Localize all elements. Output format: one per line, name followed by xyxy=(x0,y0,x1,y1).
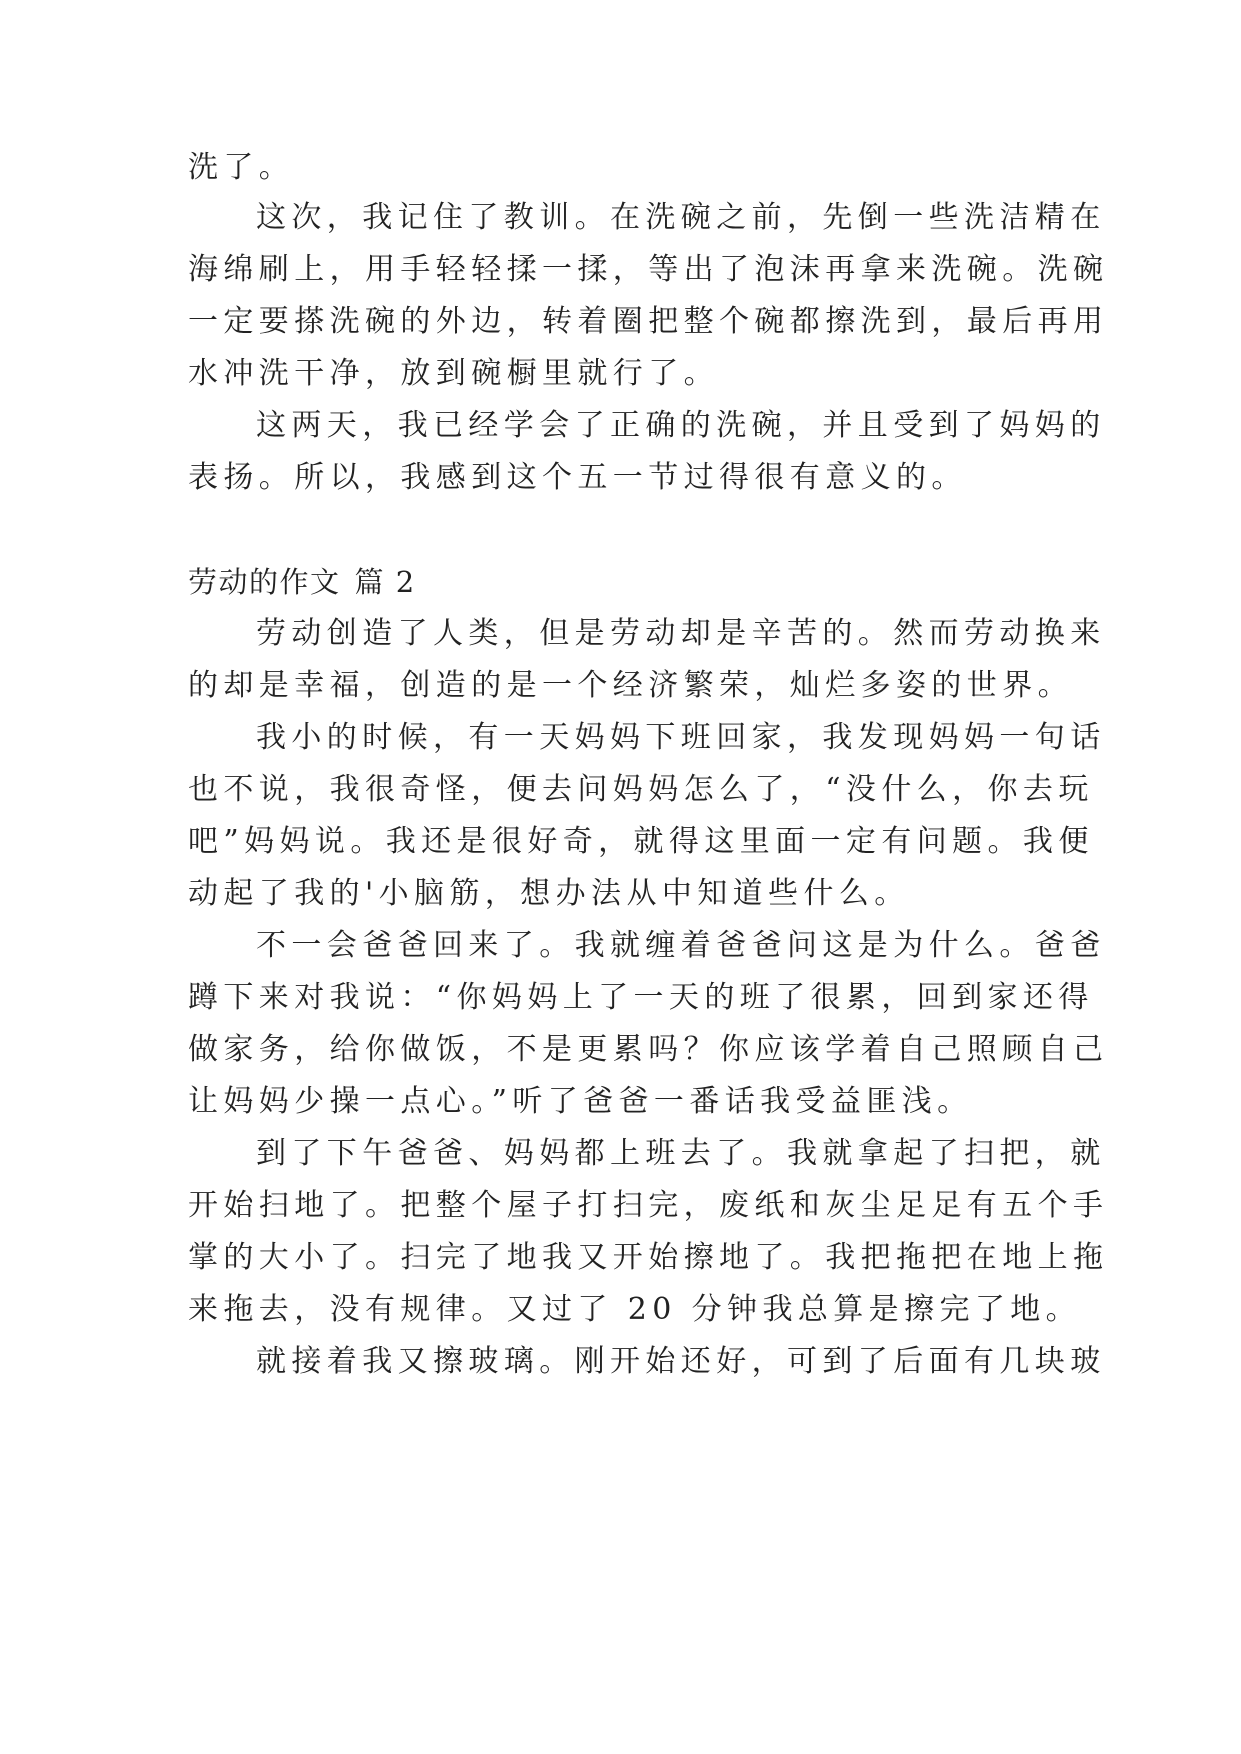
text-line: 开始扫地了。把整个屋子打扫完，废纸和灰尘足足有五个手 xyxy=(188,1188,1109,1223)
section-heading xyxy=(188,562,1068,602)
text-line: 海绵刷上，用手轻轻揉一揉，等出了泡沫再拿来洗碗。洗碗 xyxy=(188,252,1109,287)
paragraph-first-line: 这两天，我已经学会了正确的洗碗，并且受到了妈妈的 xyxy=(256,408,1106,443)
paragraph-first-line: 劳动创造了人类，但是劳动却是辛苦的。然而劳动换来 xyxy=(256,616,1106,651)
text-line: 水冲洗干净，放到碗橱里就行了。 xyxy=(188,356,719,391)
text-line: 掌的大小了。扫完了地我又开始擦地了。我把拖把在地上拖 xyxy=(188,1240,1109,1275)
text-line: 洗了。 xyxy=(188,150,295,185)
text-line: 的却是幸福，创造的是一个经济繁荣，灿烂多姿的世界。 xyxy=(188,668,1073,703)
text-line: 做家务，给你做饭，不是更累吗？你应该学着自己照顾自己 xyxy=(188,1032,1109,1067)
text-line: 让妈妈少操一点心。”听了爸爸一番话我受益匪浅。 xyxy=(188,1084,973,1119)
text-line: 吧”妈妈说。我还是很好奇，就得这里面一定有问题。我便 xyxy=(188,824,1094,859)
paragraph-first-line: 到了下午爸爸、妈妈都上班去了。我就拿起了扫把，就 xyxy=(256,1136,1106,1171)
section-number: 篇 2 xyxy=(354,565,416,599)
paragraph-first-line: 就接着我又擦玻璃。刚开始还好，可到了后面有几块玻 xyxy=(256,1344,1106,1379)
text-line: 表扬。所以，我感到这个五一节过得很有意义的。 xyxy=(188,460,967,495)
text-line: 来拖去，没有规律。又过了 20 分钟我总算是擦完了地。 xyxy=(188,1292,1082,1327)
section-title: 劳动的作文 xyxy=(188,565,341,599)
paragraph-first-line: 这次，我记住了教训。在洗碗之前，先倒一些洗洁精在 xyxy=(256,200,1106,235)
text-line: 一定要搽洗碗的外边，转着圈把整个碗都擦洗到，最后再用 xyxy=(188,304,1109,339)
paragraph-first-line: 我小的时候，有一天妈妈下班回家，我发现妈妈一句话 xyxy=(256,720,1106,755)
paragraph-first-line: 不一会爸爸回来了。我就缠着爸爸问这是为什么。爸爸 xyxy=(256,928,1106,963)
text-line: 蹲下来对我说：“你妈妈上了一天的班了很累，回到家还得 xyxy=(188,980,1094,1015)
text-line: 也不说，我很奇怪，便去问妈妈怎么了，“没什么，你去玩 xyxy=(188,772,1094,807)
text-line: 动起了我的'小脑筋，想办法从中知道些什么。 xyxy=(188,876,910,911)
